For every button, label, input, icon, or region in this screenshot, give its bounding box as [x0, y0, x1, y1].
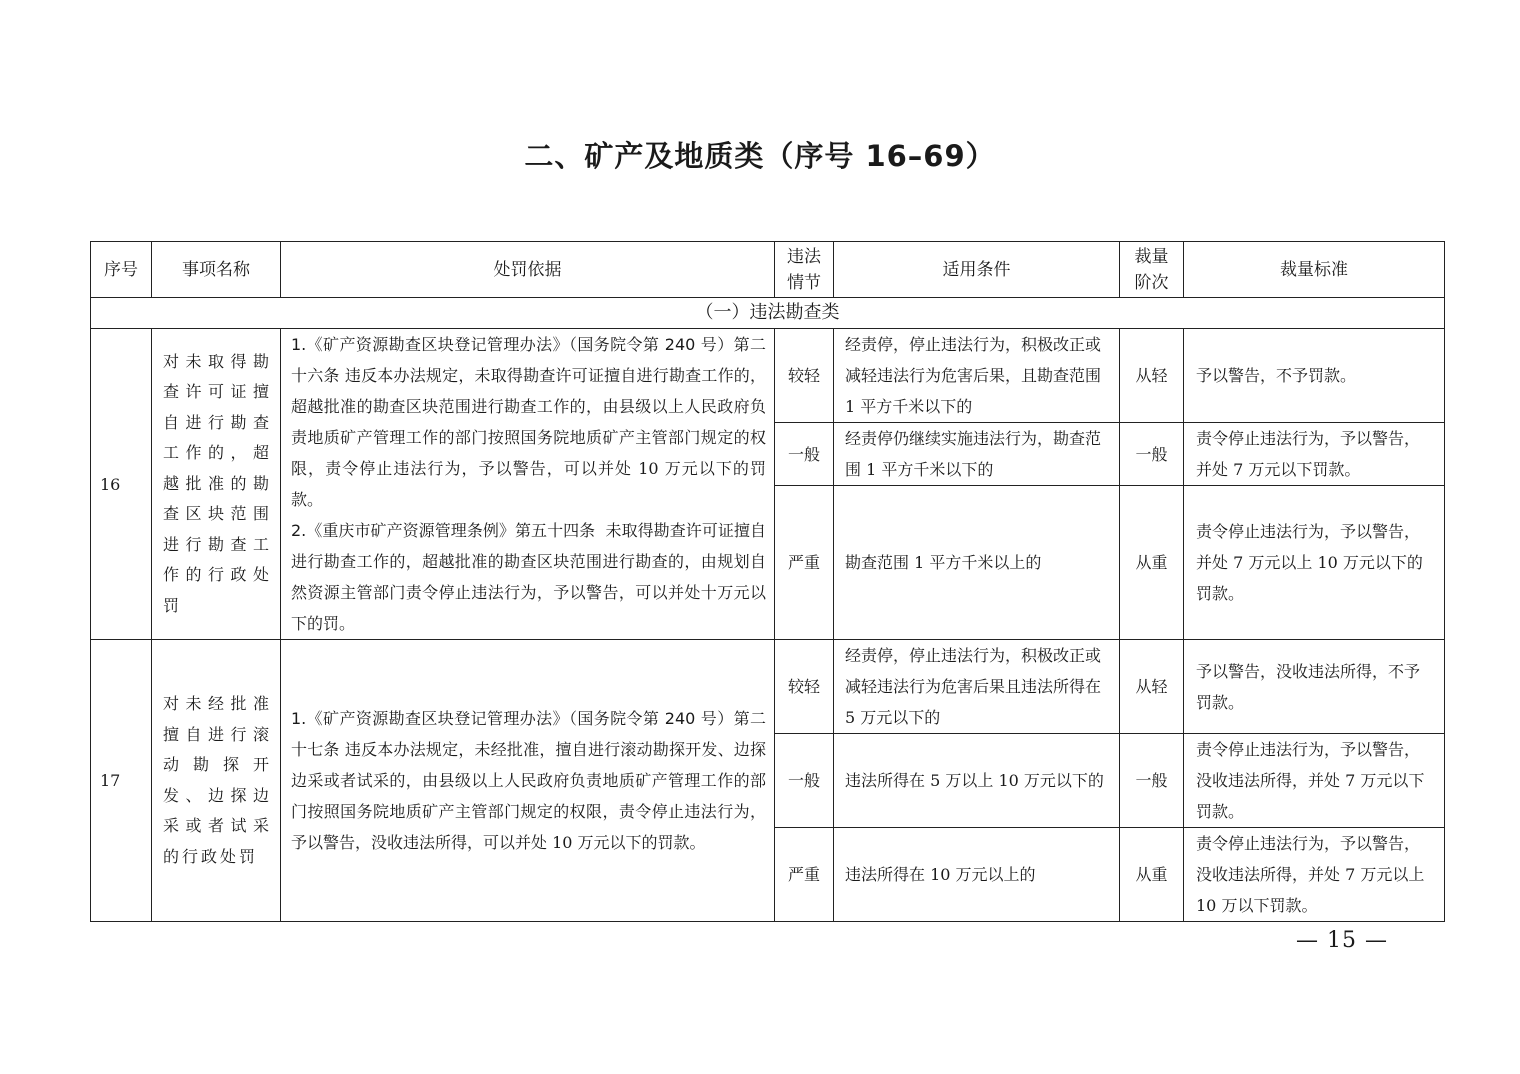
condition-cell: 经责停仍继续实施违法行为，勘查范围 1 平方千米以下的: [834, 423, 1120, 486]
condition-cell: 勘查范围 1 平方千米以上的: [834, 486, 1120, 640]
basis-2-head: 2.《重庆市矿产资源管理条例》第五十四条: [291, 521, 596, 540]
level-cell: 从重: [1120, 828, 1184, 922]
section-row: [91, 298, 1445, 329]
standard-cell: 予以警告，不予罚款。: [1184, 329, 1445, 423]
item-basis: [281, 329, 775, 640]
standard-cell: 予以警告，没收违法所得，不予罚款。: [1184, 640, 1445, 734]
condition-cell: 经责停，停止违法行为，积极改正或减轻违法行为危害后果且违法所得在 5 万元以下的: [834, 640, 1120, 734]
page-number: — 15 —: [1296, 928, 1388, 953]
item-name: 对未取得勘查许可证擅自进行勘查工作的，超越批准的勘查区块范围进行勘查工作的行政处罚: [152, 329, 281, 640]
basis-1-body: 违反本办法规定，未取得勘查许可证擅自进行勘查工作的，超越批准的勘查区块范围进行勘查工作的，由县级以上人民政府负责地质矿产管理工作的部门按照国务院地质矿产主管部门规定的权限，责令停止违法行为，予以警告，可以并处 10 万元以下的罚款。: [291, 366, 766, 509]
plot-cell: 一般: [775, 734, 834, 828]
level-cell: 从轻: [1120, 640, 1184, 734]
item-basis: [281, 640, 775, 922]
plot-cell: 较轻: [775, 329, 834, 423]
penalty-table: [90, 241, 1445, 922]
page-title: 二、矿产及地质类（序号 16–69）: [524, 139, 996, 173]
condition-cell: 经责停，停止违法行为，积极改正或减轻违法行为危害后果，且勘查范围 1 平方千米以下的: [834, 329, 1120, 423]
basis-1-head: 1.《矿产资源勘查区块登记管理办法》（国务院令第 240 号）第二十七条: [291, 709, 766, 759]
header-basis: 处罚依据: [281, 242, 775, 298]
item-seq: 16: [91, 329, 152, 640]
header-plot: 违法情节: [775, 242, 834, 298]
header-condition: 适用条件: [834, 242, 1120, 298]
table-row: [91, 640, 1445, 734]
table-row: [91, 329, 1445, 423]
basis-1-head: 1.《矿产资源勘查区块登记管理办法》（国务院令第 240 号）第二十六条: [291, 335, 766, 385]
condition-cell: 违法所得在 5 万以上 10 万元以下的: [834, 734, 1120, 828]
section-title: （一）违法勘查类: [91, 298, 1445, 329]
basis-2-body: 未取得勘查许可证擅自进行勘查工作的，超越批准的勘查区块范围进行勘查的，由规划自然资源主管部门责令停止违法行为，予以警告，可以并处十万元以下的罚。: [291, 521, 766, 633]
header-seq: 序号: [91, 242, 152, 298]
level-cell: 一般: [1120, 423, 1184, 486]
standard-cell: 责令停止违法行为，予以警告，并处 7 万元以上 10 万元以下的罚款。: [1184, 486, 1445, 640]
table-header-row: [91, 242, 1445, 298]
level-cell: 从轻: [1120, 329, 1184, 423]
header-standard: 裁量标准: [1184, 242, 1445, 298]
standard-cell: 责令停止违法行为，予以警告，并处 7 万元以下罚款。: [1184, 423, 1445, 486]
plot-cell: 一般: [775, 423, 834, 486]
standard-cell: 责令停止违法行为，予以警告，没收违法所得，并处 7 万元以上 10 万以下罚款。: [1184, 828, 1445, 922]
plot-cell: 严重: [775, 828, 834, 922]
basis-1-body: 违反本办法规定，未经批准，擅自进行滚动勘探开发、边探边采或者试采的，由县级以上人民政府负责地质矿产管理工作的部门按照国务院地质矿产主管部门规定的权限，责令停止违法行为，予以警告，没收违法所得，可以并处 10 万元以下的罚款。: [291, 740, 766, 852]
condition-cell: 违法所得在 10 万元以上的: [834, 828, 1120, 922]
level-cell: 一般: [1120, 734, 1184, 828]
item-name: 对未经批准擅自进行滚动勘探开发、边探边采或者试采的行政处罚: [152, 640, 281, 922]
item-seq: 17: [91, 640, 152, 922]
header-level: 裁量阶次: [1120, 242, 1184, 298]
header-name: 事项名称: [152, 242, 281, 298]
plot-cell: 较轻: [775, 640, 834, 734]
plot-cell: 严重: [775, 486, 834, 640]
level-cell: 从重: [1120, 486, 1184, 640]
standard-cell: 责令停止违法行为，予以警告，没收违法所得，并处 7 万元以下罚款。: [1184, 734, 1445, 828]
